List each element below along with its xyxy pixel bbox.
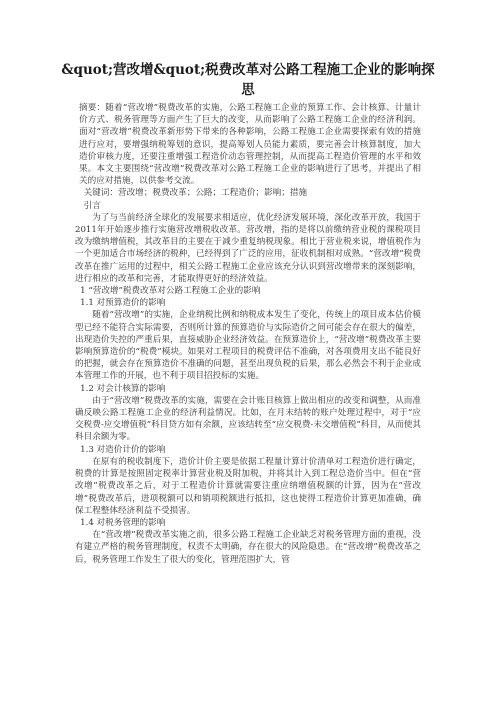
section-1-4-paragraph: 在“营改增”税费改革实施之前，很多公路工程施工企业缺乏对税务管理方面的重视，没有建立严格的税务管理制度，权责不太明确，存在很大的风险隐患。在“营改增”税费改革之后，税务管理工作发生了很大的变化，管理范围扩大，管 <box>75 530 421 565</box>
section-1-heading: 1 “营改增”税费改革对公路工程施工企业的影响 <box>80 286 261 297</box>
section-1-3-paragraph: 在原有的税收制度下，造价计价主要是依据工程量计算计价清单对工程造价进行确定，税费的计算是按照固定税率计算营业税及附加税，并将其计入到工程总造价当中。但在“营改增”税费改革之后，对于工程造价计算就需要注重应纳增值税额的计算，因为在“营改增”税费改革后，进项税额可以和销项税额进行抵扣，这也使得工程造价计算更加准确，确保工程整体经济利益不受损害。 <box>75 456 421 516</box>
keywords-line: 关键词：营改增；税费改革；公路；工程造价；影响；措施 <box>83 188 308 199</box>
document-body <box>75 102 421 566</box>
section-1-2-paragraph: 由于“营改增”税费改革的实施，需要在会计账目核算上做出相应的改变和调整，从而准确反映公路工程施工企业的经济利益情况。比如，在月末结转的账户处理过程中，对于“应交税费-应交增值税”科目贷方如有余额，应该结转至“应交税费-未交增值税”科目，从而使其科目余额为零。 <box>75 395 421 443</box>
section-1-1-paragraph: 随着“营改增”的实施，企业纳税比例和纳税成本发生了变化，传统上的项目成本估价模型已经不能符合实际需要，否则所计算的预算造价与实际造价之间可能会存在很大的偏差，出现造价失控的严重后果，直接威胁企业经济效益。在预算造价上，“营改增”税费改革主要影响预算造价的“税费”模块。如果对工程项目的税费评估不准确，对各项费用支出不能良好的把握，就会存在预算造价不准确的问题，甚至出现负税的后果，那么必然会不利于企业成本管理工作的开展，也不利于项目招投标的实施。 <box>75 310 421 382</box>
section-1-3-heading: 1.3 对造价计价的影响 <box>80 444 166 455</box>
section-1-1-heading: 1.1 对预算造价的影响 <box>80 298 166 309</box>
intro-heading: 引言 <box>83 200 101 211</box>
document-title <box>60 60 436 100</box>
section-1-2-heading: 1.2 对会计核算的影响 <box>80 383 166 394</box>
title-line-2: 思 <box>241 82 255 98</box>
section-1-4-heading: 1.4 对税务管理的影响 <box>80 517 166 528</box>
intro-paragraph: 为了与当前经济全球化的发展要求相适应，优化经济发展环境，深化改革开放，我国于2011年开始逐步推行实施营改增税收改革。营改增，指的是将以前缴纳营业税的课税项目改为缴纳增值税，其改革目的主要在于减少重复纳税现象。相比于营业税来说，增值税作为一个更加适合市场经济的税种，已经得到了广泛的应用，征收机制相对成熟。“营改增”税费改革在推广运用的过程中，相关公路工程施工企业应该充分认识到营改增带来的深刻影响，进行相应的改革和完善，才能取得更好的经济效益。 <box>75 212 421 284</box>
title-line-1: &quot;营改增&quot;税费改革对公路工程施工企业的影响探 <box>61 62 435 78</box>
abstract-paragraph: 摘要：随着“营改增”税费改革的实施，公路工程施工企业的预算工作、会计核算、计量计价方式、税务管理等方面产生了巨大的改变，从而影响了公路工程施工企业的经济利润。面对“营改增”税费改革新形势下带来的各种影响，公路工程施工企业需要探索有效的措施进行应对，要增强纳税筹划的意识，提高筹划人员能力素质，要完善会计核算制度，加大造价审核力度，还要注重增强工程造价动态管理控制，从而提高工程造价管理的水平和效果。本文主要围绕“营改增”税费改革对公路工程施工企业的影响进行了思考，并提出了相关的应对措施，以供参考交流。 <box>79 103 421 187</box>
